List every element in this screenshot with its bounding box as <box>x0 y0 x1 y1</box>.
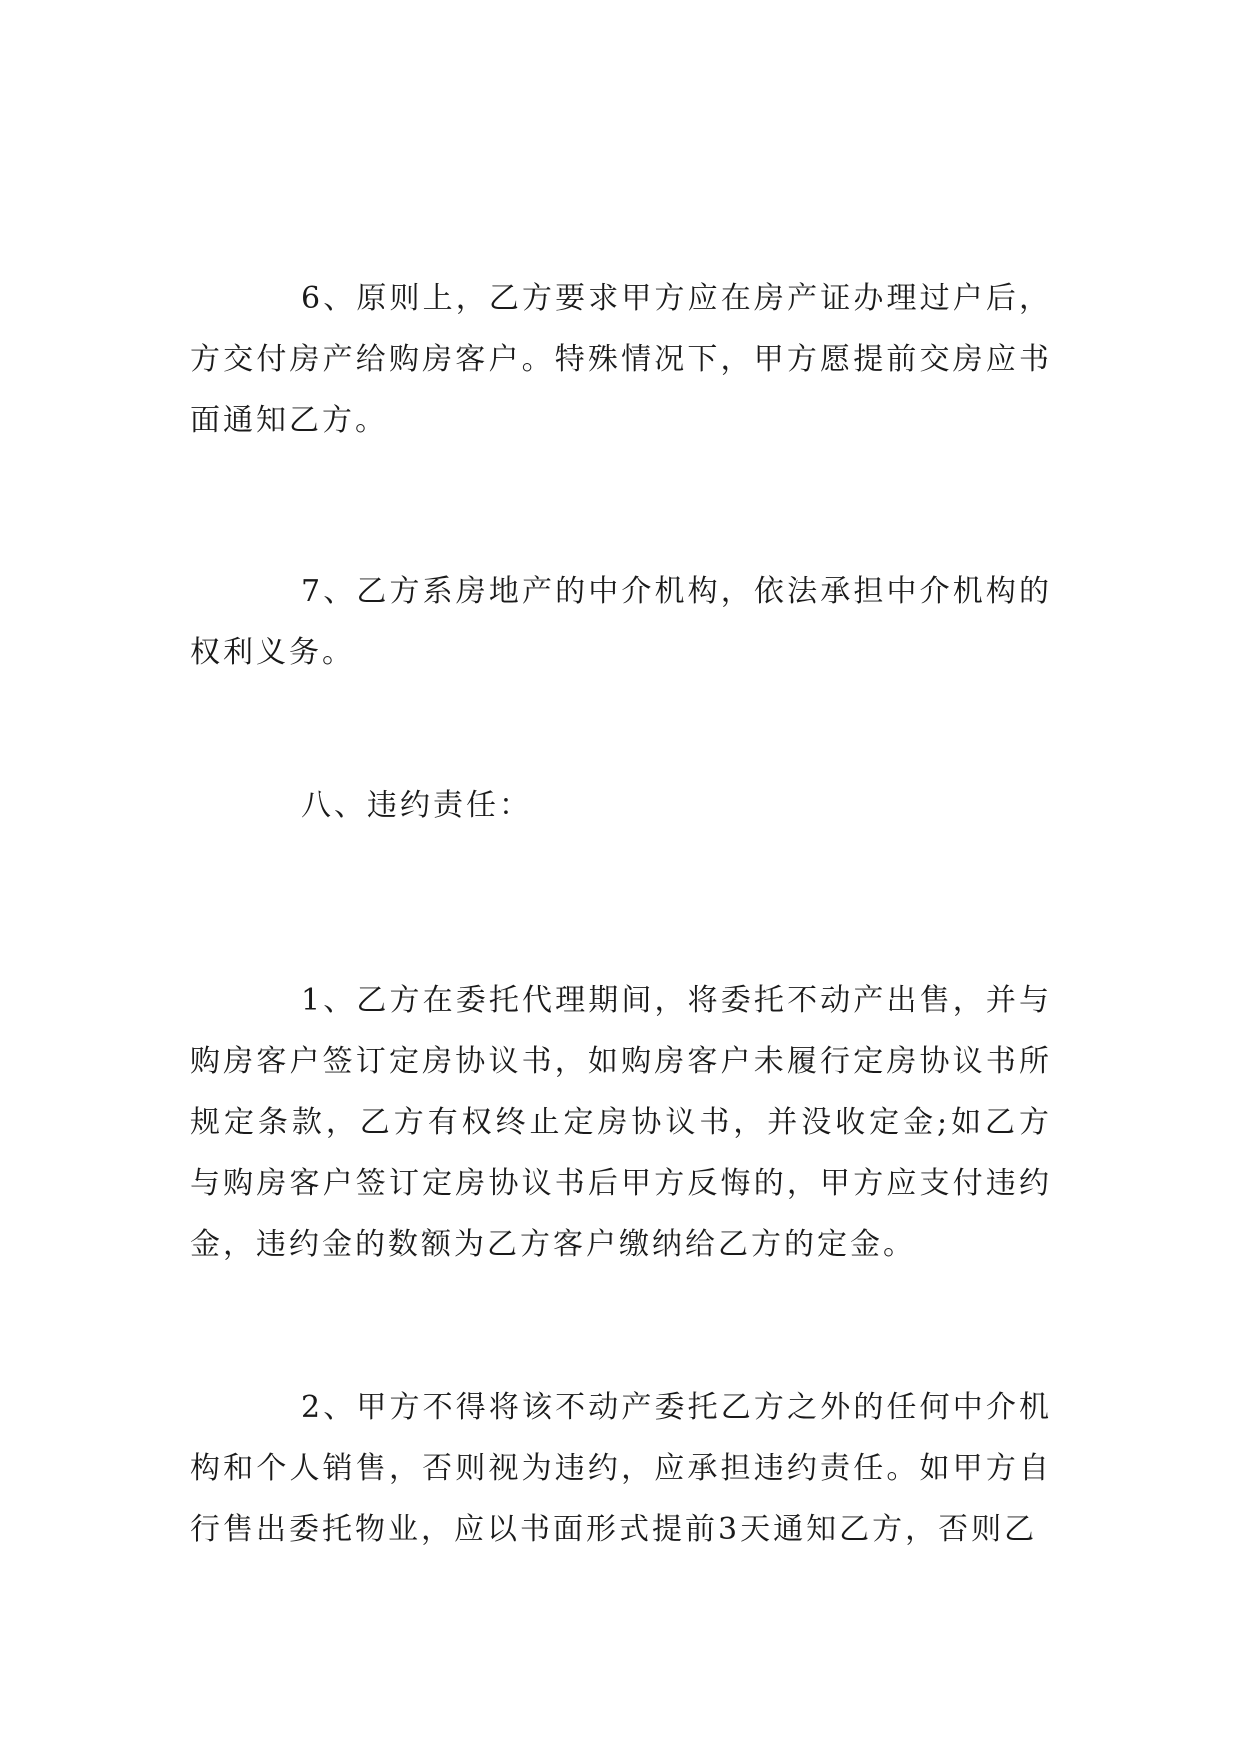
paragraph-breach-clause-2: 2、甲方不得将该不动产委托乙方之外的任何中介机构和个人销售，否则视为违约，应承担违约责任。如甲方自行售出委托物业，应以书面形式提前3天通知乙方，否则乙 <box>190 1390 1052 1547</box>
paragraph-clause-6: 6、原则上，乙方要求甲方应在房产证办理过户后，方交付房产给购房客户。特殊情况下，甲方愿提前交房应书面通知乙方。 <box>190 281 1052 438</box>
paragraph-breach-clause-1: 1、乙方在委托代理期间，将委托不动产出售，并与购房客户签订定房协议书，如购房客户未履行定房协议书所规定条款，乙方有权终止定房协议书，并没收定金;如乙方与购房客户签订定房协议书后甲方反悔的，甲方应支付违约金，违约金的数额为乙方客户缴纳给乙方的定金。 <box>190 983 1052 1262</box>
paragraph-clause-7: 7、乙方系房地产的中介机构，依法承担中介机构的权利义务。 <box>190 574 1052 670</box>
section-heading-breach-liability: 八、违约责任： <box>301 788 532 823</box>
